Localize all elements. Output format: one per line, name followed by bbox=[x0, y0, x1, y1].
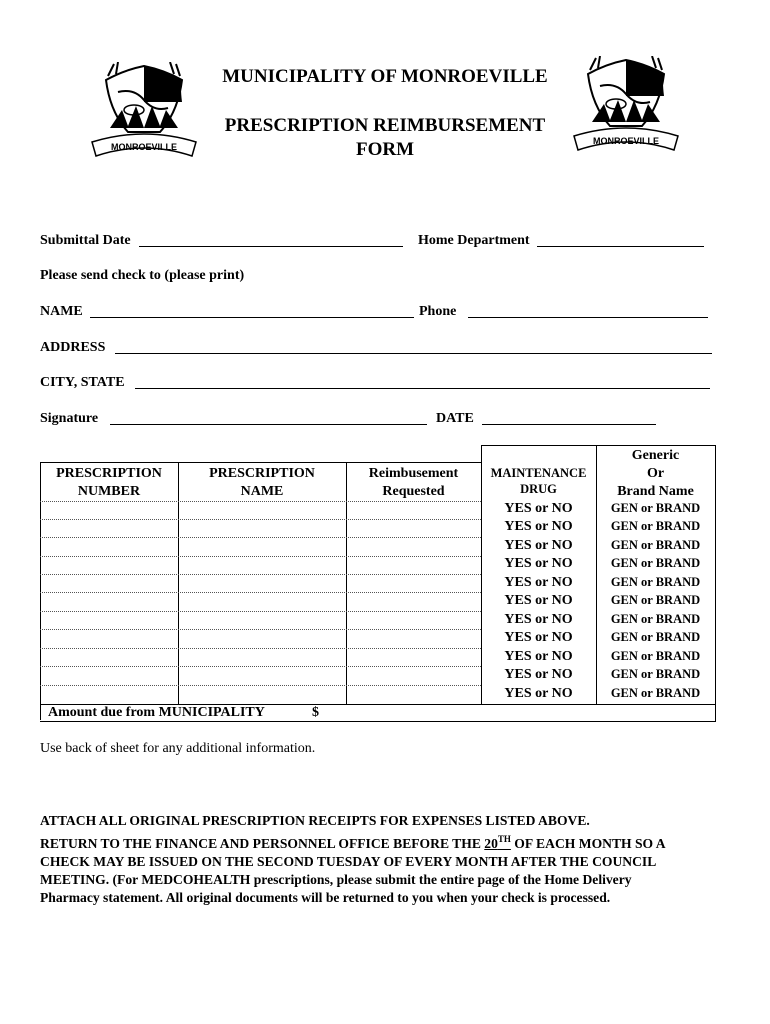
city-state-label: CITY, STATE bbox=[40, 375, 125, 390]
maintenance-cell[interactable]: YES or NO bbox=[504, 686, 573, 701]
generic-cell[interactable]: GEN or BRAND bbox=[610, 630, 701, 644]
name-field[interactable] bbox=[90, 317, 414, 318]
header-generic-brand: Generic Or Brand Name bbox=[617, 448, 694, 499]
municipal-seal-right bbox=[570, 56, 682, 156]
date-label: DATE bbox=[436, 411, 474, 426]
header-prescription-number: PRESCRIPTION NUMBER bbox=[56, 466, 162, 499]
generic-cell[interactable]: GEN or BRAND bbox=[610, 649, 701, 663]
address-label: ADDRESS bbox=[40, 340, 106, 355]
maintenance-cell[interactable]: YES or NO bbox=[504, 612, 573, 627]
signature-label: Signature bbox=[40, 411, 99, 426]
phone-field[interactable] bbox=[468, 317, 708, 318]
generic-cell[interactable]: GEN or BRAND bbox=[610, 538, 701, 552]
maintenance-cell[interactable]: YES or NO bbox=[504, 593, 573, 608]
header-maintenance-drug: MAINTENANCE DRUG bbox=[490, 466, 587, 496]
generic-cell[interactable]: GEN or BRAND bbox=[610, 686, 701, 700]
submittal-date-field[interactable] bbox=[139, 246, 403, 247]
home-department-field[interactable] bbox=[537, 246, 704, 247]
generic-cell[interactable]: GEN or BRAND bbox=[610, 612, 701, 626]
generic-cell[interactable]: GEN or BRAND bbox=[610, 667, 701, 681]
address-field[interactable] bbox=[115, 353, 712, 354]
instruction-line-1: ATTACH ALL ORIGINAL PRESCRIPTION RECEIPTS FOR EXPENSES LISTED ABOVE. bbox=[40, 813, 590, 828]
send-check-label: Please send check to (please print) bbox=[40, 268, 245, 283]
phone-label: Phone bbox=[419, 304, 457, 319]
date-field[interactable] bbox=[482, 424, 656, 425]
city-state-field[interactable] bbox=[135, 388, 710, 389]
home-department-label: Home Department bbox=[418, 233, 530, 248]
maintenance-cell[interactable]: YES or NO bbox=[504, 519, 573, 534]
maintenance-cell[interactable]: YES or NO bbox=[504, 501, 573, 516]
generic-cell[interactable]: GEN or BRAND bbox=[610, 593, 701, 607]
submittal-date-label: Submittal Date bbox=[40, 233, 131, 248]
signature-field[interactable] bbox=[110, 424, 427, 425]
municipal-seal-left bbox=[88, 62, 200, 162]
instruction-line-2: RETURN TO THE FINANCE AND PERSONNEL OFFICE BEFORE THE 20TH OF EACH MONTH SO A bbox=[40, 834, 666, 851]
header-reimbursement: Reimbusement Requested bbox=[368, 466, 459, 499]
maintenance-cell[interactable]: YES or NO bbox=[504, 556, 573, 571]
form-title-line2: FORM bbox=[355, 139, 415, 160]
maintenance-cell[interactable]: YES or NO bbox=[504, 667, 573, 682]
maintenance-cell[interactable]: YES or NO bbox=[504, 630, 573, 645]
maintenance-cell[interactable]: YES or NO bbox=[504, 575, 573, 590]
instructions bbox=[40, 812, 745, 907]
amount-due-currency: $ bbox=[312, 705, 319, 720]
generic-cell[interactable]: GEN or BRAND bbox=[610, 575, 701, 589]
seal-text-right: MONROEVILLE bbox=[592, 136, 660, 146]
generic-cell[interactable]: GEN or BRAND bbox=[610, 501, 701, 515]
seal-text-left: MONROEVILLE bbox=[110, 142, 178, 152]
municipality-title: MUNICIPALITY OF MONROEVILLE bbox=[222, 66, 548, 87]
name-label: NAME bbox=[40, 304, 83, 319]
instruction-line-5: Pharmacy statement. All original documents will be returned to you when your check is processed. bbox=[40, 890, 611, 905]
amount-due-label: Amount due from MUNICIPALITY bbox=[48, 705, 265, 720]
form-title-line1: PRESCRIPTION REIMBURSEMENT bbox=[224, 115, 546, 136]
instruction-line-3: CHECK MAY BE ISSUED ON THE SECOND TUESDAY OF EVERY MONTH AFTER THE COUNCIL bbox=[40, 854, 657, 869]
instruction-line-4: MEETING. (For MEDCOHEALTH prescriptions, please submit the entire page of the Home Delivery bbox=[40, 872, 632, 887]
header-prescription-name: PRESCRIPTION NAME bbox=[209, 466, 315, 499]
maintenance-cell[interactable]: YES or NO bbox=[504, 538, 573, 553]
generic-cell[interactable]: GEN or BRAND bbox=[610, 519, 701, 533]
additional-info-note: Use back of sheet for any additional information. bbox=[40, 741, 316, 756]
maintenance-cell[interactable]: YES or NO bbox=[504, 649, 573, 664]
generic-cell[interactable]: GEN or BRAND bbox=[610, 556, 701, 570]
